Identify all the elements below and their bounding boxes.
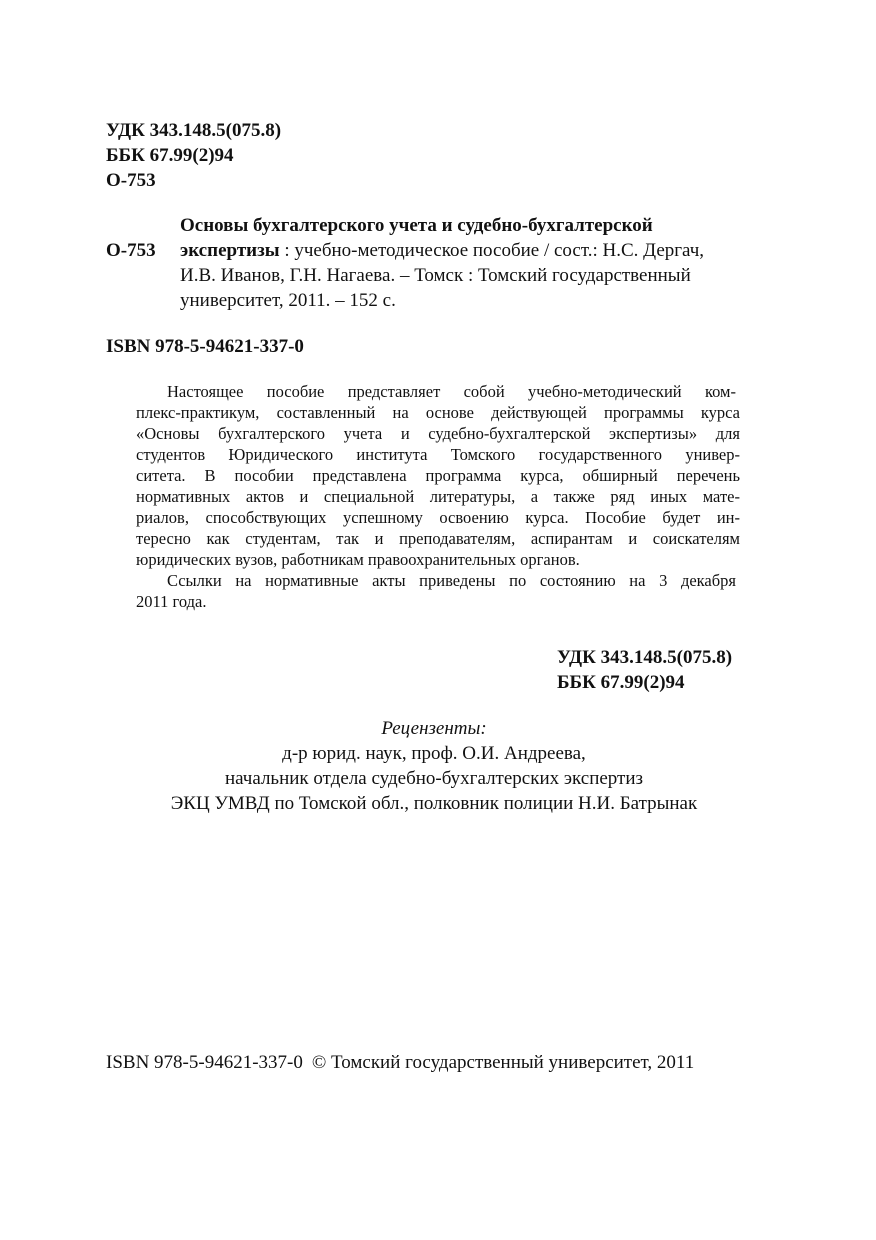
abstract-line: «Основы бухгалтерского учета и судебно-бухгалтерской экспертизы» для bbox=[136, 424, 740, 443]
abstract-line: тересно как студентам, так и преподавателям, аспирантам и соискателям bbox=[136, 529, 740, 548]
reviewer-line3: ЭКЦ УМВД по Томской обл., полковник полиции Н.И. Батрынак bbox=[170, 793, 698, 814]
bibliographic-record bbox=[180, 213, 704, 313]
right-codes bbox=[557, 645, 732, 695]
bbk-code: ББК 67.99(2)94 bbox=[106, 145, 234, 166]
header-codes bbox=[106, 118, 281, 193]
footer bbox=[106, 1050, 694, 1075]
isbn: ISBN 978-5-94621-337-0 bbox=[106, 336, 304, 357]
footer-isbn: ISBN 978-5-94621-337-0 bbox=[106, 1052, 303, 1073]
reviewer-line2: начальник отдела судебно-бухгалтерских экспертиз bbox=[224, 768, 644, 789]
biblio-line4: университет, 2011. – 152 с. bbox=[180, 290, 396, 311]
abstract-line: нормативных актов и специальной литературы, а также ряд иных мате- bbox=[136, 487, 740, 506]
abstract-line: Настоящее пособие представляет собой учебно-методический ком- bbox=[167, 382, 736, 401]
footer-copyright: © Томский государственный университет, 2011 bbox=[311, 1052, 695, 1073]
biblio-author-sign: О-753 bbox=[106, 240, 156, 261]
abstract-para2 bbox=[136, 570, 740, 591]
reviewers-heading: Рецензенты: bbox=[381, 718, 487, 739]
reviewer-line1: д-р юрид. наук, проф. О.И. Андреева, bbox=[282, 743, 586, 764]
abstract-line: студентов Юридического института Томского государственного универ- bbox=[136, 445, 740, 464]
udk-code-right: УДК 343.148.5(075.8) bbox=[557, 647, 733, 668]
book-title-line1: Основы бухгалтерского учета и судебно-бухгалтерской bbox=[180, 215, 653, 236]
book-title-bold: экспертизы bbox=[180, 240, 280, 261]
abstract-line: плекс-практикум, составленный на основе действующей программы курса bbox=[136, 403, 740, 422]
abstract-line: 2011 года. bbox=[136, 592, 207, 611]
biblio-line3: И.В. Иванов, Г.Н. Нагаева. – Томск : Томский государственный bbox=[180, 265, 691, 286]
book-title-rest: : учебно-методическое пособие / сост.: Н.С. Дергач, bbox=[279, 240, 705, 261]
abstract-para1 bbox=[136, 381, 740, 402]
abstract-line: Ссылки на нормативные акты приведены по состоянию на 3 декабря bbox=[167, 571, 736, 590]
author-sign: О-753 bbox=[106, 170, 156, 191]
abstract-line: риалов, способствующих успешному освоению курса. Пособие будет ин- bbox=[136, 508, 740, 527]
book-title-line2 bbox=[180, 238, 704, 263]
udk-code: УДК 343.148.5(075.8) bbox=[106, 120, 282, 141]
abstract bbox=[136, 381, 740, 612]
abstract-line: ситета. В пособии представлена программа курса, обширный перечень bbox=[136, 466, 740, 485]
bbk-code-right: ББК 67.99(2)94 bbox=[557, 672, 685, 693]
abstract-line: юридических вузов, работникам правоохранительных органов. bbox=[136, 550, 580, 569]
reviewers bbox=[106, 716, 762, 816]
